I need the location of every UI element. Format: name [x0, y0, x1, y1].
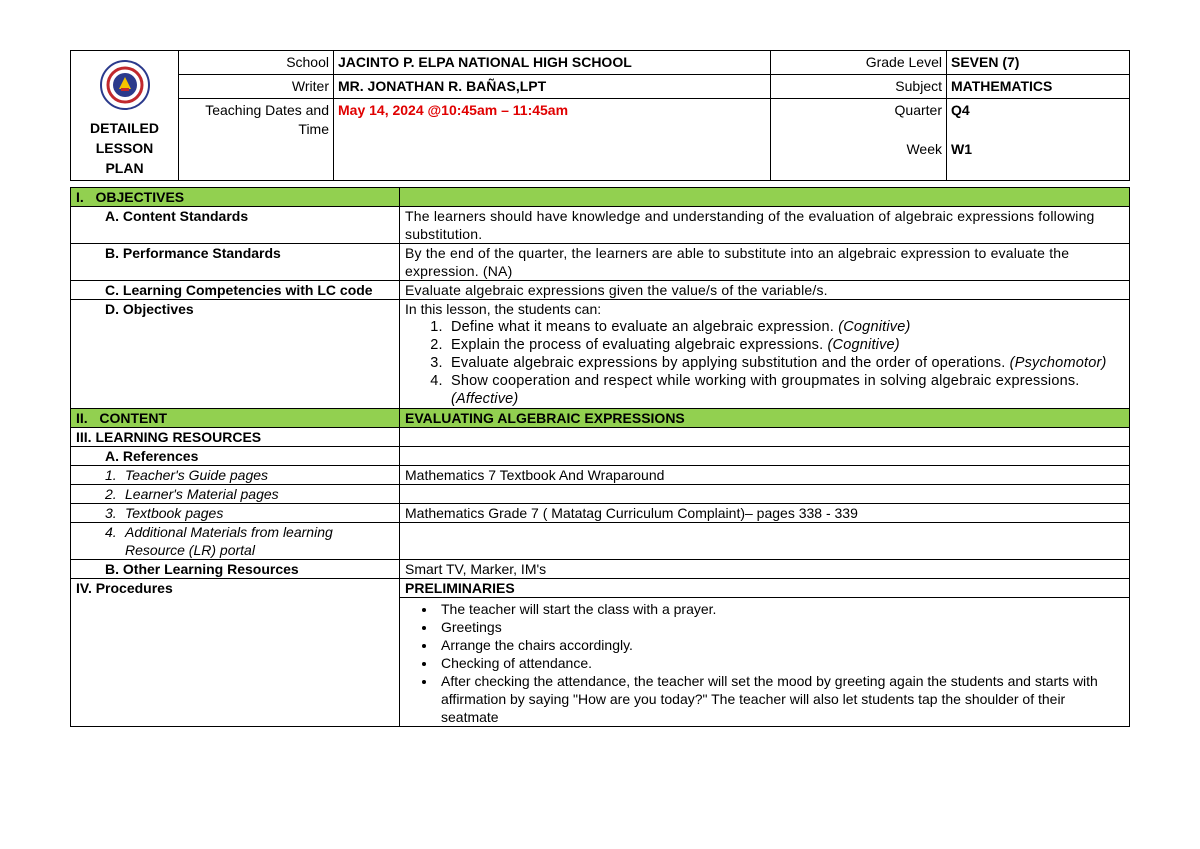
dlp-line-1: DETAILED [90, 120, 159, 136]
content-standards-value: The learners should have knowledge and understanding of the evaluation of algebraic expressions following substitution. [400, 207, 1130, 244]
objective-item [447, 336, 1124, 354]
procedures-heading: PRELIMINARIES [400, 579, 1129, 598]
learners-material-row [71, 485, 1130, 504]
week-label: Week [771, 138, 947, 181]
content-standards-row [71, 207, 1130, 244]
procedure-item: • Checking of attendance. [437, 654, 1124, 672]
teachers-guide-text: Teacher's Guide pages [125, 467, 269, 483]
resources-blank [400, 428, 1130, 447]
item-number: 1. [105, 467, 117, 483]
competencies-row [71, 281, 1130, 300]
additional-materials-text: Additional Materials from learning Resource (LR) portal [125, 524, 333, 558]
procedure-item: • After checking the attendance, the teacher will set the mood by greeting again the students and starts with affirmation by saying "How are you today?" The teacher will also let students tap the shoulder of their seatmate [437, 672, 1124, 726]
teachers-guide-value: Mathematics 7 Textbook And Wraparound [400, 466, 1130, 485]
objective-text: Show cooperation and respect while working with groupmates in solving algebraic expressions. [451, 373, 1080, 389]
objectives-list-row [71, 300, 1130, 409]
objective-tag: (Cognitive) [838, 319, 911, 335]
procedures-cell [400, 579, 1130, 727]
textbook-label [71, 504, 400, 523]
logo-cell [71, 51, 179, 181]
procedures-title: IV. Procedures [71, 579, 400, 727]
objectives-list-cell [400, 300, 1130, 409]
objectives-intro: In this lesson, the students can: [405, 301, 602, 317]
textbook-row [71, 504, 1130, 523]
dates-value: May 14, 2024 @10:45am – 11:45am [334, 99, 771, 181]
procedures-row [71, 579, 1130, 727]
week-value: W1 [947, 138, 1130, 181]
additional-materials-value [400, 523, 1130, 560]
quarter-label: Quarter [771, 99, 947, 139]
school-label: School [179, 51, 334, 75]
learners-material-value [400, 485, 1130, 504]
performance-standards-label: B. Performance Standards [71, 244, 400, 281]
objective-tag: (Affective) [451, 391, 519, 407]
writer-label: Writer [179, 75, 334, 99]
procedure-item: • Arrange the chairs accordingly. [437, 636, 1124, 654]
item-number: 2. [105, 486, 117, 502]
objective-item [447, 318, 1124, 336]
item-number: 3. [105, 505, 117, 521]
objective-text: Evaluate algebraic expressions by applying substitution and the order of operations. [451, 355, 1010, 371]
subject-label: Subject [771, 75, 947, 99]
objectives-list [405, 318, 1124, 408]
content-value: EVALUATING ALGEBRAIC EXPRESSIONS [400, 409, 1130, 428]
competencies-value: Evaluate algebraic expressions given the value/s of the variable/s. [400, 281, 1130, 300]
dates-label: Teaching Dates and Time [179, 99, 334, 181]
objective-item [447, 354, 1124, 372]
dlp-line-3: PLAN [105, 160, 144, 176]
school-value: JACINTO P. ELPA NATIONAL HIGH SCHOOL [334, 51, 771, 75]
grade-label: Grade Level [771, 51, 947, 75]
other-resources-label: B. Other Learning Resources [71, 560, 400, 579]
other-resources-value: Smart TV, Marker, IM's [400, 560, 1130, 579]
content-section-row [71, 409, 1130, 428]
references-blank [400, 447, 1130, 466]
objectives-title: I. OBJECTIVES [71, 188, 400, 207]
content-title: II. CONTENT [71, 409, 400, 428]
objectives-section-row [71, 188, 1130, 207]
additional-materials-row [71, 523, 1130, 560]
objectives-list-label: D. Objectives [71, 300, 400, 409]
procedures-list [405, 600, 1124, 726]
lesson-plan-table [70, 187, 1130, 727]
references-label: A. References [71, 447, 400, 466]
other-resources-row [71, 560, 1130, 579]
teachers-guide-row [71, 466, 1130, 485]
procedure-item: • The teacher will start the class with a prayer. [437, 600, 1124, 618]
deped-seal-icon [99, 59, 151, 111]
subject-value: MATHEMATICS [947, 75, 1130, 99]
objective-text: Define what it means to evaluate an algebraic expression. [451, 319, 839, 335]
dlp-title [75, 118, 174, 178]
additional-materials-label [71, 523, 400, 560]
teachers-guide-label [71, 466, 400, 485]
learners-material-text: Learner's Material pages [125, 486, 279, 502]
learners-material-label [71, 485, 400, 504]
performance-standards-value: By the end of the quarter, the learners are able to substitute into an algebraic expression to evaluate the expression. (NA) [400, 244, 1130, 281]
resources-title: III. LEARNING RESOURCES [71, 428, 400, 447]
performance-standards-row [71, 244, 1130, 281]
objective-item [447, 372, 1124, 408]
quarter-value: Q4 [947, 99, 1130, 139]
objective-tag: (Psychomotor) [1009, 355, 1107, 371]
content-standards-label: A. Content Standards [71, 207, 400, 244]
competencies-label: C. Learning Competencies with LC code [71, 281, 400, 300]
objectives-title-blank [400, 188, 1130, 207]
textbook-value: Mathematics Grade 7 ( Matatag Curriculum Complaint)– pages 338 - 339 [400, 504, 1130, 523]
resources-row [71, 428, 1130, 447]
textbook-text: Textbook pages [125, 505, 224, 521]
dlp-line-2: LESSON [95, 140, 154, 156]
item-number: 4. [105, 524, 117, 540]
objective-text: Explain the process of evaluating algebraic expressions. [451, 337, 828, 353]
grade-value: SEVEN (7) [947, 51, 1130, 75]
writer-value: MR. JONATHAN R. BAÑAS,LPT [334, 75, 771, 99]
objective-tag: (Cognitive) [827, 337, 900, 353]
procedure-item: • Greetings [437, 618, 1124, 636]
header-table [70, 50, 1130, 181]
references-row [71, 447, 1130, 466]
